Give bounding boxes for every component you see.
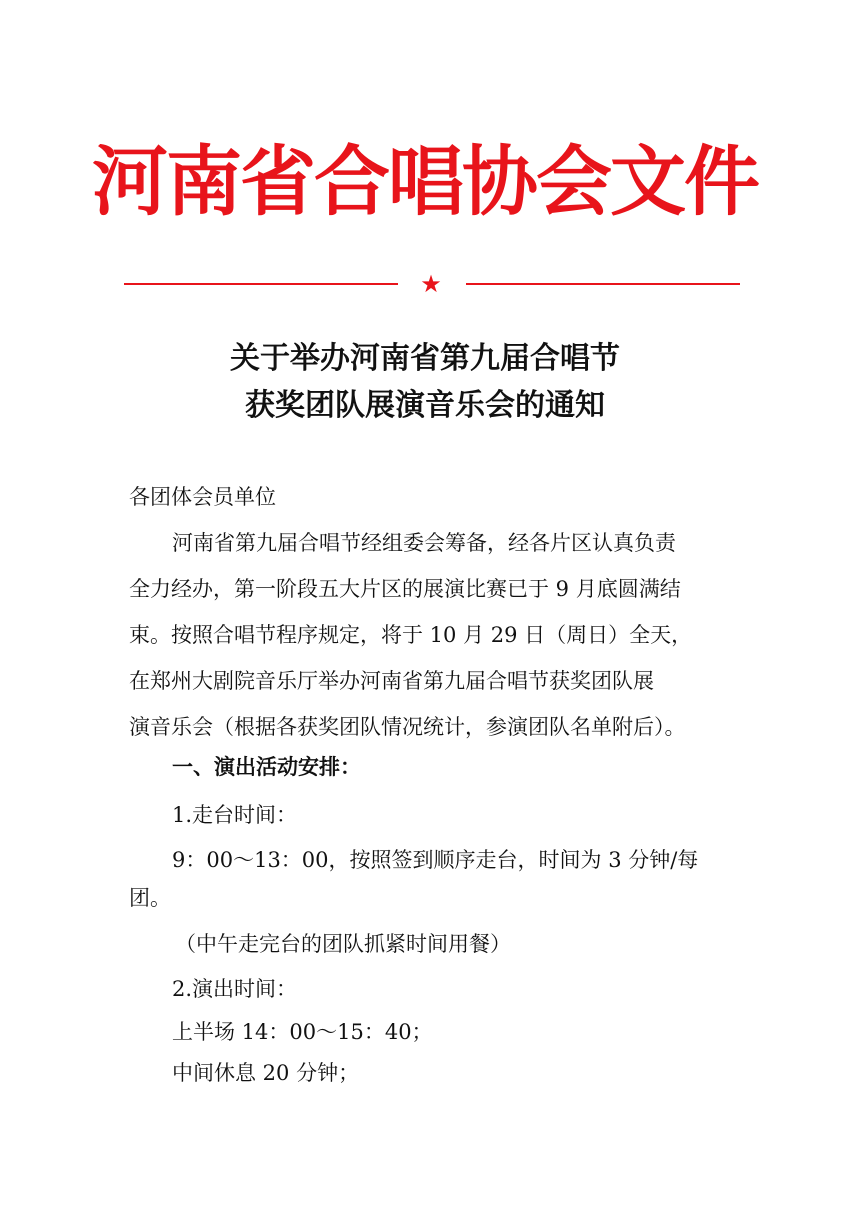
item-1-text-line-2: 团。: [129, 886, 171, 910]
notice-title-line-2: 获奖团队展演音乐会的通知: [245, 388, 605, 423]
salutation: 各团体会员单位: [129, 485, 276, 509]
notice-title-line-1: 关于举办河南省第九届合唱节: [230, 341, 620, 376]
item-1-note: （中午走完台的团队抓紧时间用餐）: [175, 932, 511, 956]
item-2-first-half: 上半场 14：00～15：40；: [172, 1020, 433, 1044]
item-2-break: 中间休息 20 分钟；: [172, 1061, 360, 1085]
star-icon: ★: [420, 270, 442, 298]
paragraph-1-line-5: 演音乐会（根据各获奖团队情况统计，参演团队名单附后）。: [129, 715, 686, 739]
item-1-text-line-1: 9：00～13：00，按照签到顺序走台，时间为 3 分钟/每: [172, 848, 699, 872]
paragraph-1-line-1: 河南省第九届合唱节经组委会筹备，经各片区认真负责: [172, 531, 676, 555]
item-1-label: 1.走台时间：: [172, 803, 298, 827]
item-2-label: 2.演出时间：: [172, 977, 298, 1001]
paragraph-1-line-3: 束。按照合唱节程序规定，将于 10 月 29 日（周日）全天，: [129, 623, 693, 647]
section-1-heading: 一、演出活动安排：: [172, 754, 361, 779]
paragraph-1-line-4: 在郑州大剧院音乐厅举办河南省第九届合唱节获奖团队展: [129, 669, 654, 693]
masthead-title: 河南省合唱协会文件: [92, 137, 758, 226]
paragraph-1-line-2: 全力经办，第一阶段五大片区的展演比赛已于 9 月底圆满结: [129, 577, 681, 601]
masthead-divider-left: [124, 283, 398, 285]
masthead-divider-right: [466, 283, 740, 285]
